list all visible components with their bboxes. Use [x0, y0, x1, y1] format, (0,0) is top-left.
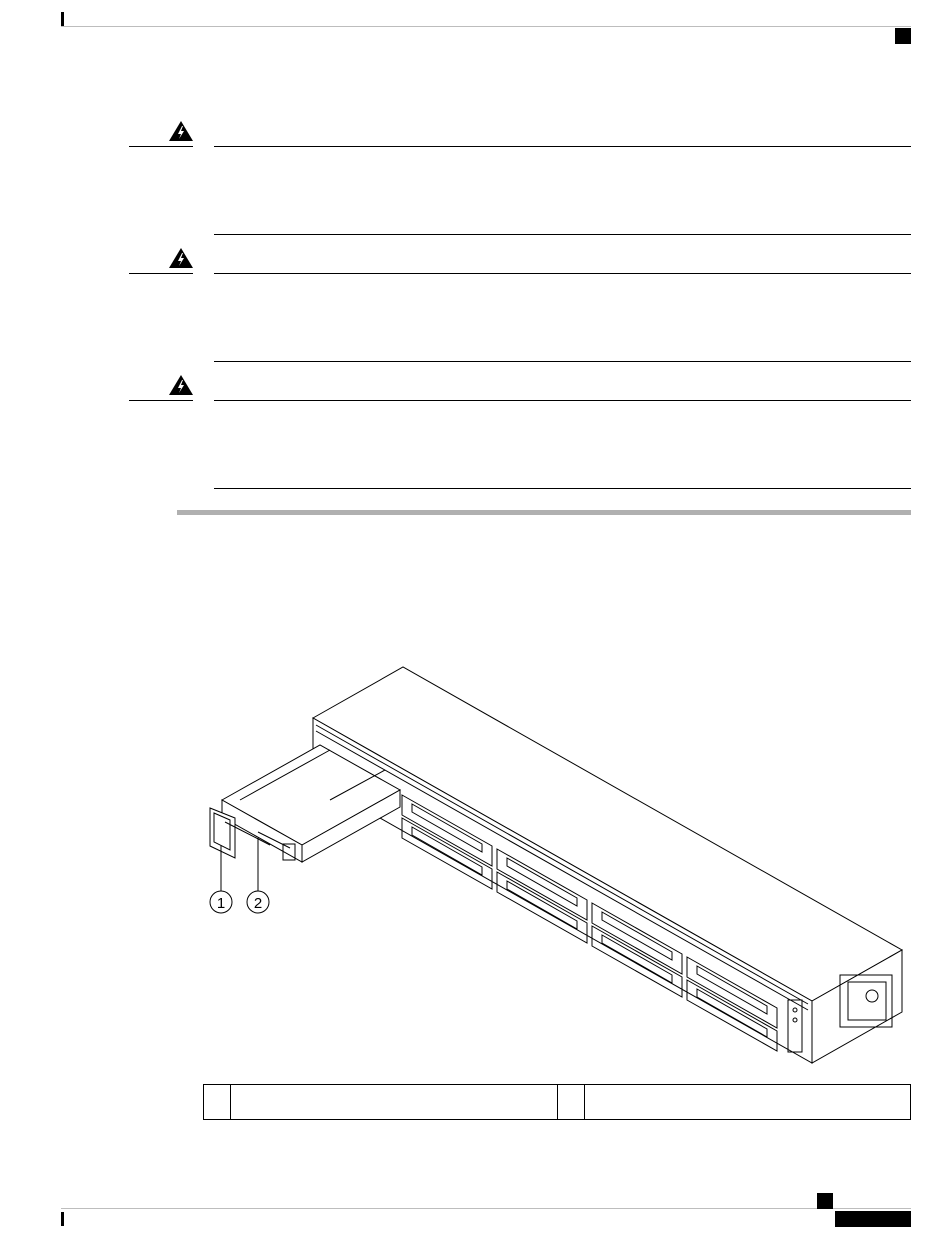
footer-rule — [61, 1208, 911, 1209]
warning-triangle-lightning-icon — [168, 247, 194, 269]
warning-triangle-lightning-icon — [168, 374, 194, 396]
header-rule — [61, 26, 911, 27]
chassis-top — [313, 667, 902, 1001]
warning-triangle-lightning-icon — [168, 120, 194, 142]
table-cell-num-2 — [558, 1085, 585, 1120]
callout-table — [203, 1084, 911, 1120]
warning-2-top-rule — [214, 273, 911, 274]
callout-1 — [210, 891, 232, 913]
footer-left-tick — [61, 1212, 64, 1226]
table-cell-text-2 — [585, 1085, 911, 1120]
footer-black-tab — [835, 1211, 911, 1227]
warning-2-left-rule — [129, 273, 193, 274]
warning-3-top-rule — [214, 400, 911, 401]
warning-1-bottom-rule — [214, 234, 911, 235]
server-drive-figure — [195, 660, 905, 1065]
section-divider — [177, 510, 911, 515]
warning-3-left-rule — [129, 400, 193, 401]
warning-3-bottom-rule — [214, 488, 911, 489]
page-corner-marker-icon — [895, 28, 911, 44]
header-left-tick — [61, 12, 64, 26]
table-cell-text-1 — [231, 1085, 558, 1120]
callout-2-label: 2 — [253, 895, 263, 912]
warning-1-top-rule — [214, 146, 911, 147]
callout-2 — [247, 891, 269, 913]
table-row — [204, 1085, 911, 1120]
table-cell-num-1 — [204, 1085, 231, 1120]
callout-1-label: 1 — [216, 895, 226, 912]
warning-1-left-rule — [129, 146, 193, 147]
page-tab-marker-icon — [817, 1193, 833, 1209]
warning-2-bottom-rule — [214, 361, 911, 362]
